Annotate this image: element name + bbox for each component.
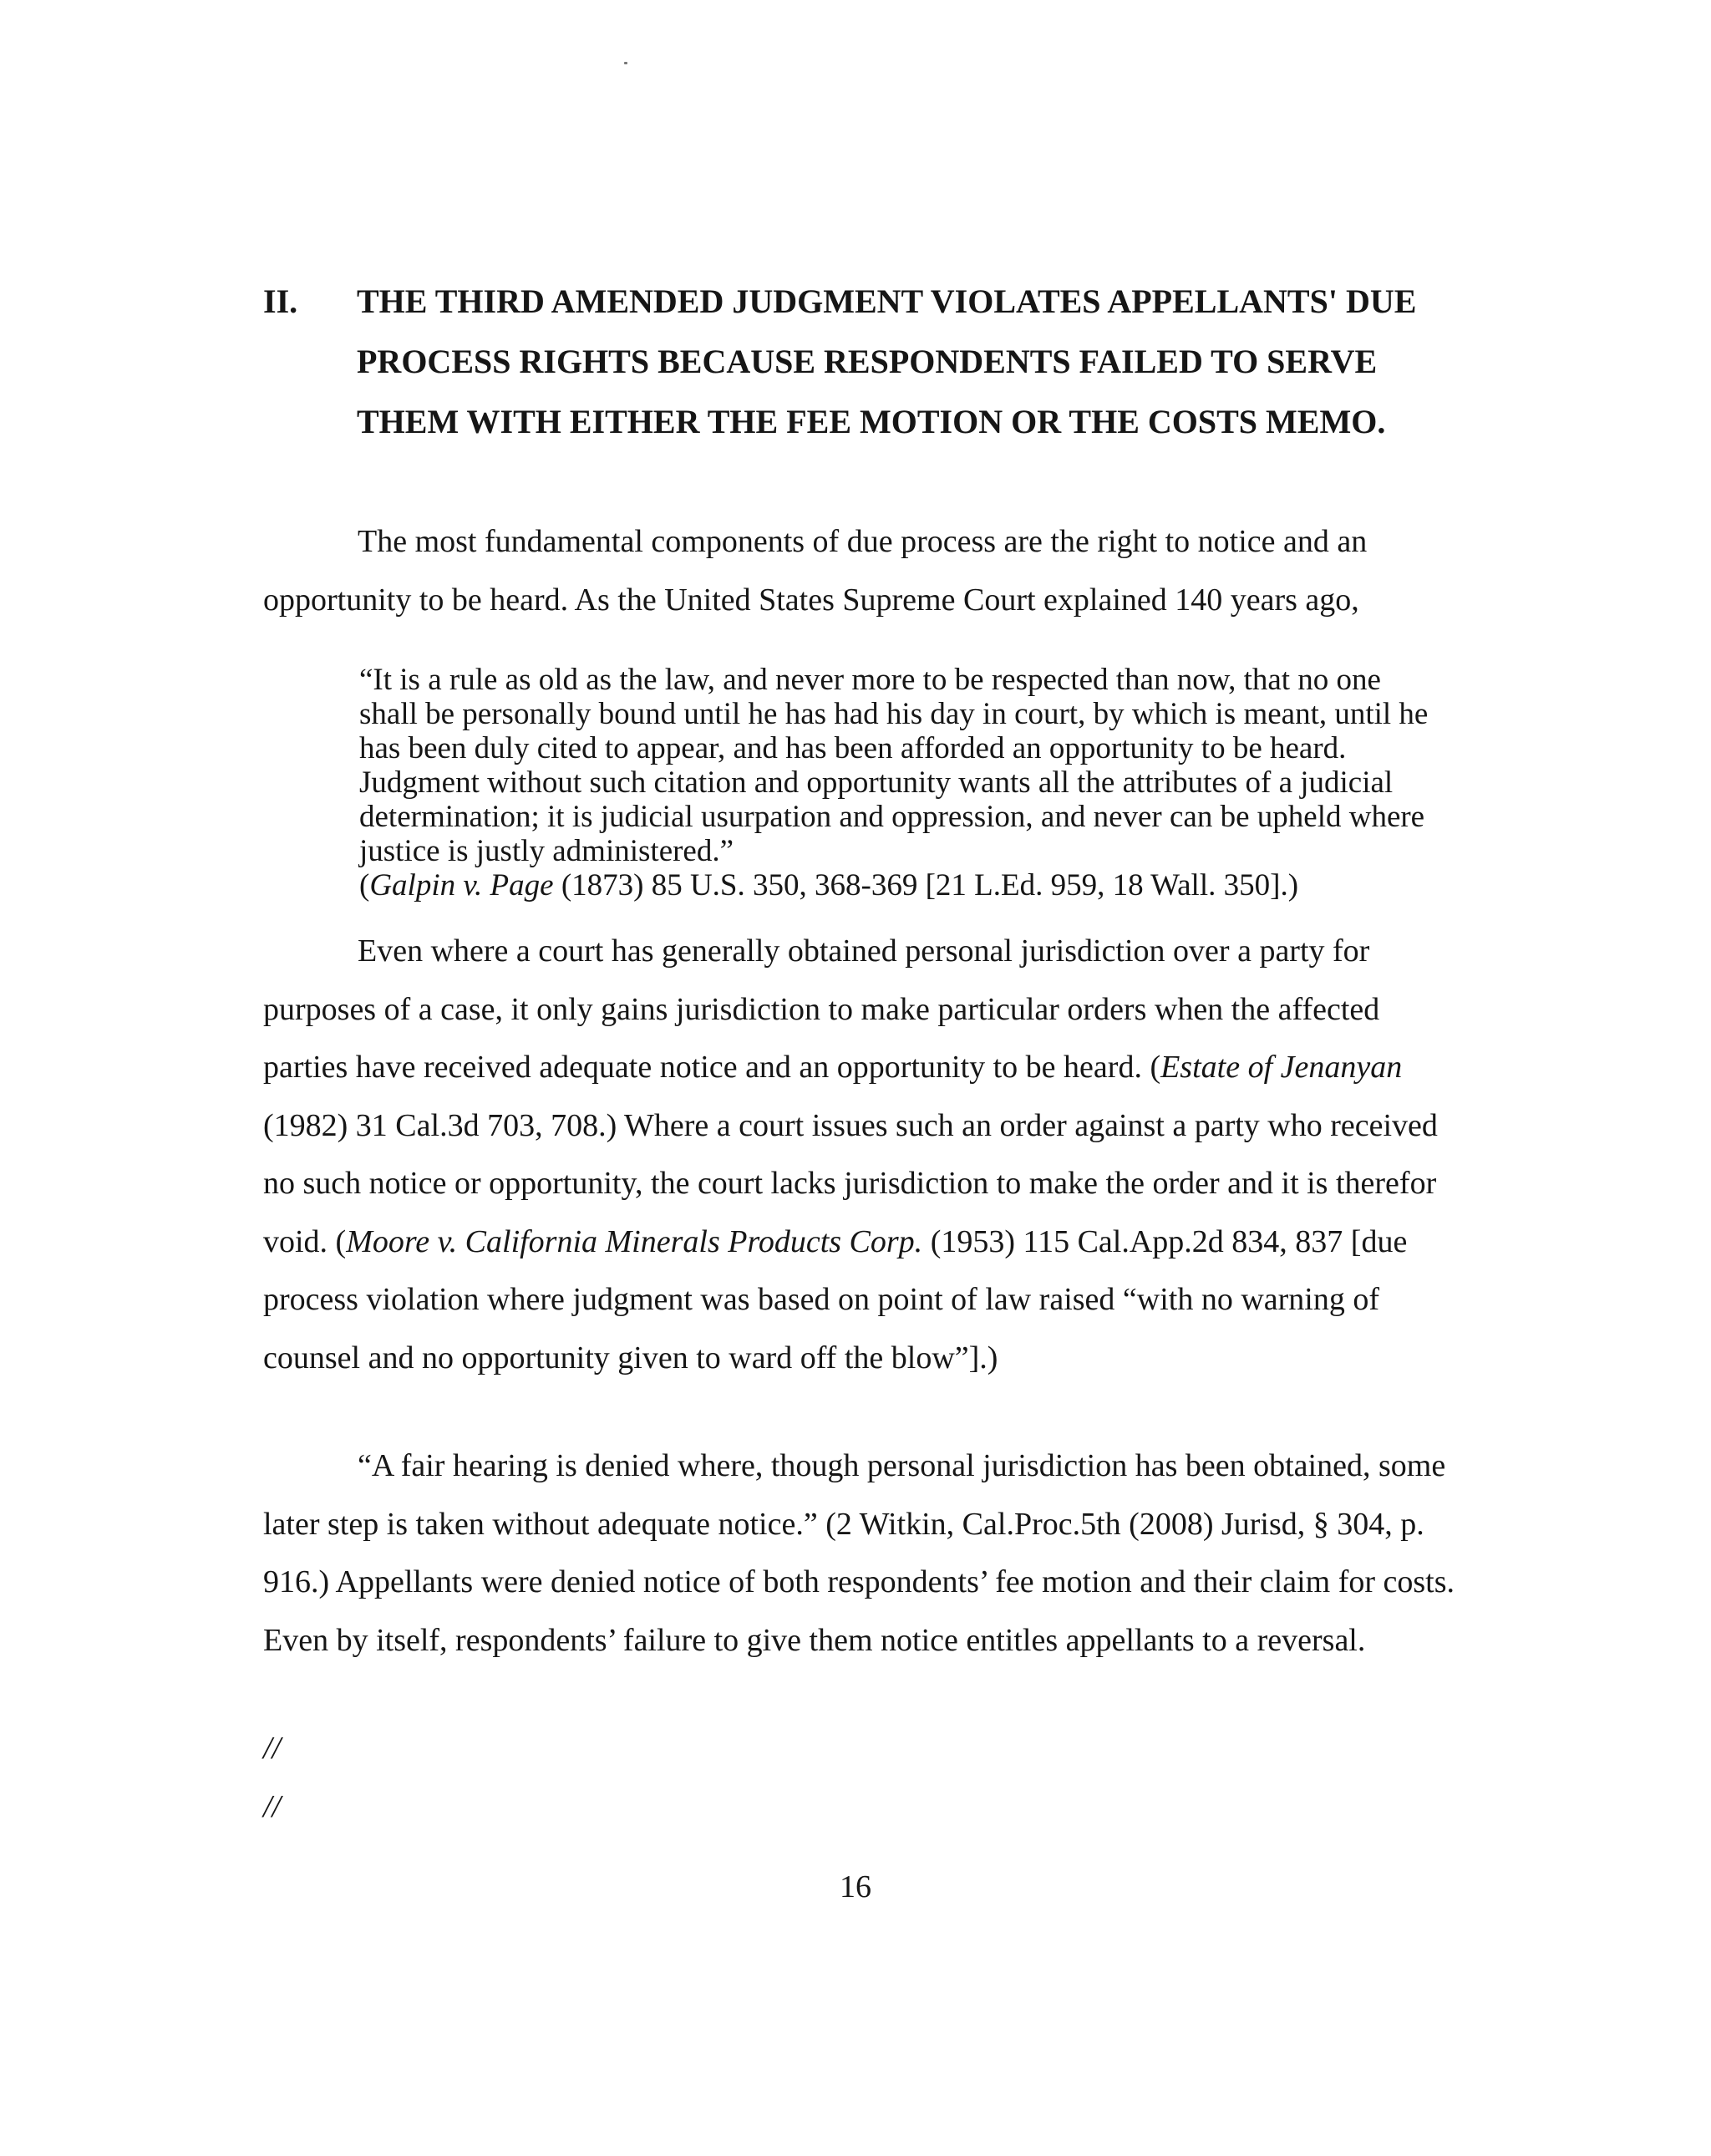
citation-case-jenanyan: Estate of Jenanyan — [1160, 1050, 1403, 1085]
citation-case-moore: Moore v. California Minerals Products Corp. — [346, 1223, 923, 1259]
page-number: 16 — [840, 1869, 871, 1904]
paragraph-due-process-intro: The most fundamental components of due process are the right to notice and an opportunity to be heard. As the United States Supreme Court explained 140 years ago, — [263, 524, 1368, 618]
section-number: II. — [263, 282, 298, 320]
scan-speck — [624, 62, 627, 64]
block-quote-galpin — [359, 628, 1429, 903]
paragraph-jurisdiction: Even where a court has generally obtained personal jurisdiction over a party for purposes of a case, it only gains jurisdiction to make particular orders when the affected parties have received adequate notice and an opportunity to be heard. (Estate of Jenanyan (1982) 31 Cal.3d 703, 708.) Where a court issues such an order against a party who received no such notice or opportunity, the court lacks jurisdiction to make the order and it is therefor void. (Moore v. California Minerals Products Corp. (1953) 115 Cal.App.2d 834, 837 [due process violation where judgment was based on point of law raised “with no warning of counsel and no opportunity given to ward off the blow”].) — [263, 933, 1438, 1375]
citation-case-galpin: Galpin v. Page — [369, 868, 554, 903]
slash-mark-2: // — [263, 1789, 282, 1824]
slash-mark-1: // — [263, 1731, 282, 1766]
block-quote-citation: (Galpin v. Page (1873) 85 U.S. 350, 368-369 [21 L.Ed. 959, 18 Wall. 350].) — [359, 868, 1299, 903]
block-quote-text: “It is a rule as old as the law, and never more to be respected than now, that no one shall be personally bound until he has had his day in court, by which is meant, until he has been duly cited to appear, and has been afforded an opportunity to be heard. Judgment without such citation and opportunity wants all the attributes of a judicial determination; it is judicial usurpation and oppression, and never can be upheld where justice is justly administered.” — [359, 663, 1429, 868]
paragraph-fair-hearing: “A fair hearing is denied where, though personal jurisdiction has been obtained, some later step is taken without adequate notice.” (2 Witkin, Cal.Proc.5th (2008) Jurisd, § 304, p. 916.) Appellants were denied notice of both respondents’ fee motion and their claim for costs. Even by itself, respondents’ failure to give them notice entitles appellants to a reversal. — [263, 1448, 1455, 1658]
section-title: THE THIRD AMENDED JUDGMENT VIOLATES APPELLANTS' DUE PROCESS RIGHTS BECAUSE RESPONDENTS FAILED TO SERVE THEM WITH EITHER THE FEE MOTION OR THE COSTS MEMO. — [357, 282, 1417, 440]
